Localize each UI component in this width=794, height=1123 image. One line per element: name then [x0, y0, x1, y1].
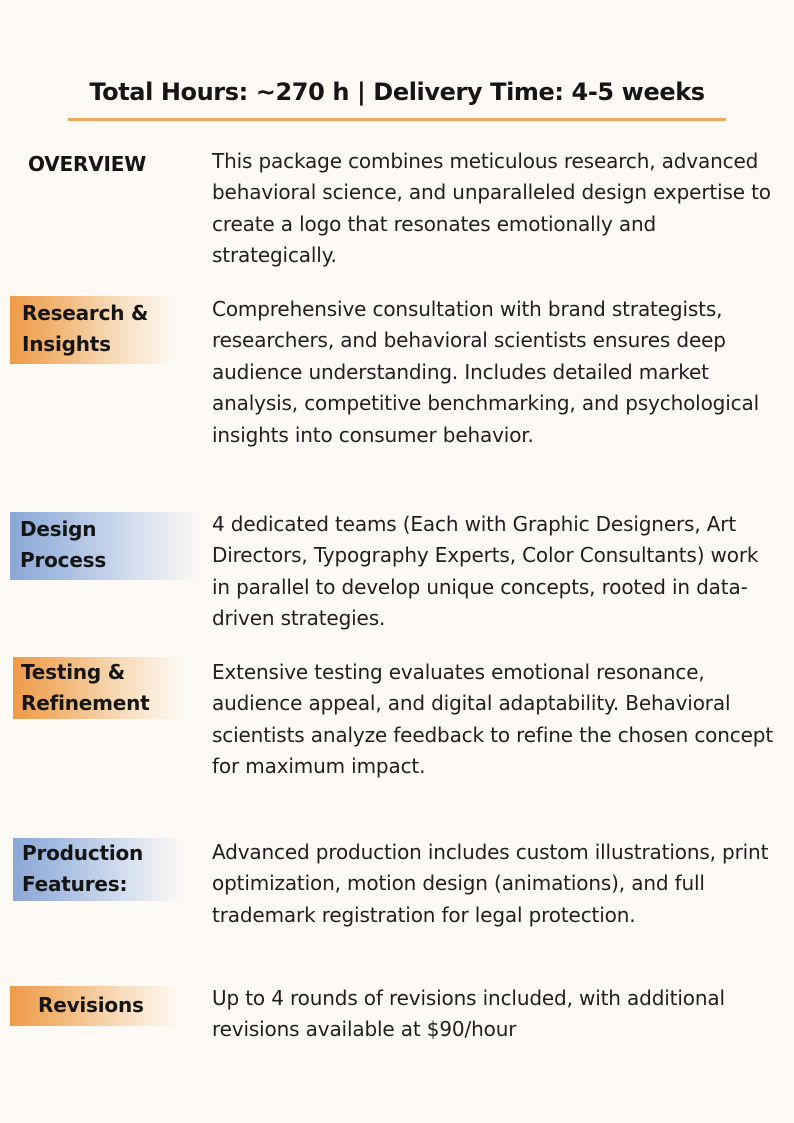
overview-label-text: OVERVIEW [28, 152, 147, 176]
overview-label [28, 149, 198, 180]
page-title: Total Hours: ~270 h | Delivery Time: 4-5 weeks [89, 78, 705, 106]
design-process-label [10, 512, 200, 580]
research-insights-description: Comprehensive consultation with brand strategists, researchers, and behavioral scientists ensures deep audience understanding. Includes detailed market analysis, competitive benchmarking, and psychological insights into consumer behavior. [212, 297, 759, 447]
testing-refinement-label-line2: Refinement [21, 691, 150, 715]
research-insights-label-line2: Insights [22, 332, 111, 356]
design-process-description: 4 dedicated teams (Each with Graphic Designers, Art Directors, Typography Experts, Color Consultants) work in parallel to develop unique concepts, rooted in data-driven strategies. [212, 512, 759, 631]
design-process-label-line1: Design [20, 517, 97, 541]
overview-description: This package combines meticulous research, advanced behavioral science, and unparalleled design expertise to create a logo that resonates emotionally and strategically. [212, 149, 771, 268]
production-features-label-line2: Features: [22, 872, 128, 896]
design-process-label-line2: Process [20, 548, 107, 572]
production-features-label-line1: Production [22, 841, 144, 865]
production-features-label [13, 838, 183, 901]
revisions-label [10, 986, 180, 1026]
testing-refinement-label [13, 657, 183, 719]
production-features-description: Advanced production includes custom illustrations, print optimization, motion design (animations), and full trademark registration for legal protection. [212, 840, 769, 927]
testing-refinement-label-line1: Testing & [21, 660, 126, 684]
research-insights-label-line1: Research & [22, 301, 149, 325]
research-insights-label [10, 296, 175, 364]
revisions-description: Up to 4 rounds of revisions included, with additional revisions available at $90/hour [212, 986, 725, 1042]
revisions-label-text: Revisions [38, 993, 144, 1017]
title-underline [68, 118, 726, 121]
testing-refinement-description: Extensive testing evaluates emotional resonance, audience appeal, and digital adaptability. Behavioral scientists analyze feedback to refine the chosen concept for maximum impact. [212, 660, 774, 779]
